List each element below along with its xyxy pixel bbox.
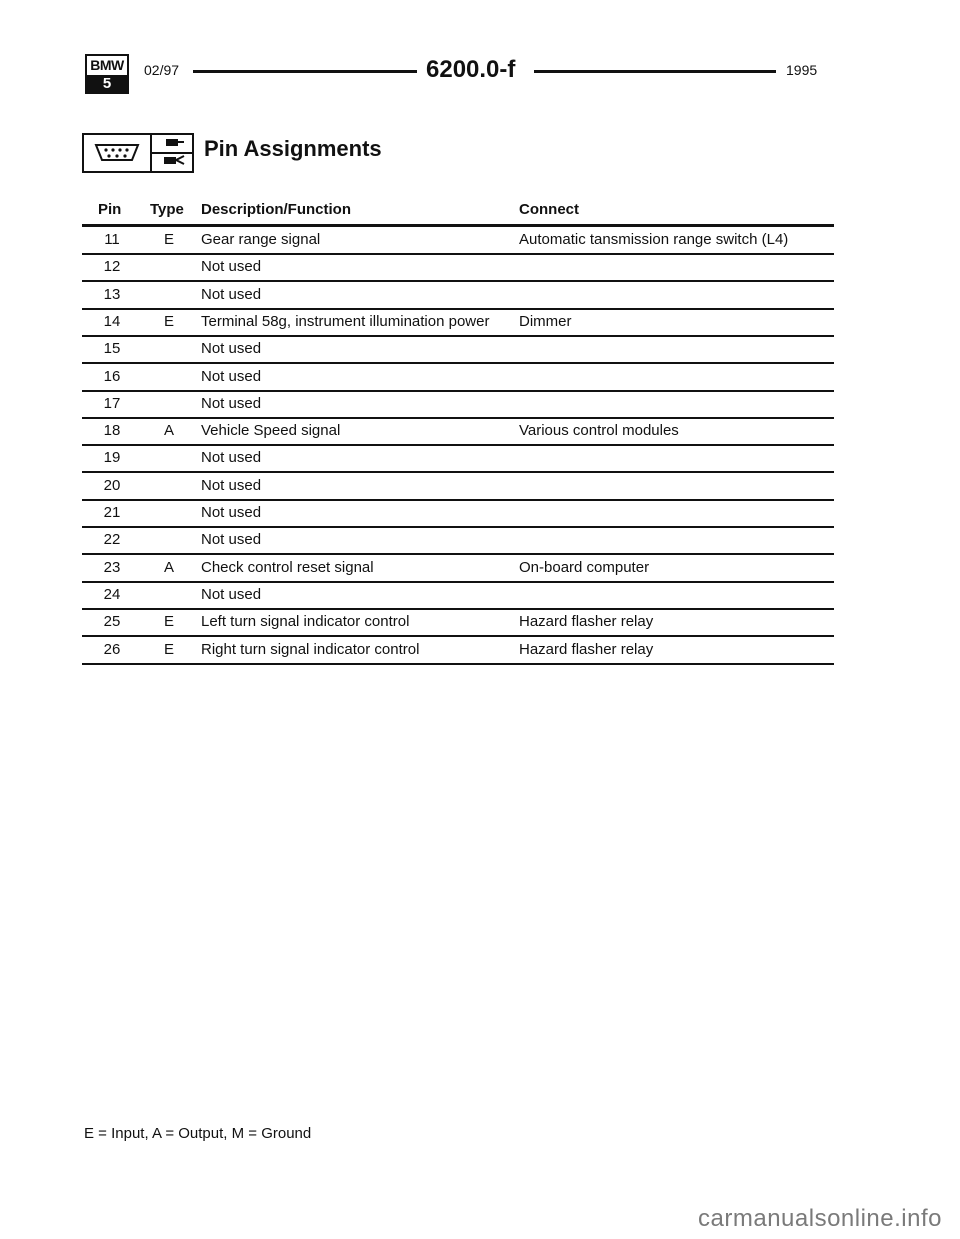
- logo-brand-text: BMW: [90, 57, 124, 73]
- table-row: [82, 337, 834, 364]
- pin-cell: 26: [103, 640, 121, 658]
- header-year: 1995: [786, 62, 818, 78]
- table-row: [82, 419, 834, 446]
- watermark: carmanualsonline.info: [698, 1205, 942, 1232]
- pin-cell: 23: [103, 558, 121, 576]
- pin-cell: 18: [103, 422, 121, 440]
- table-row: [82, 283, 834, 310]
- column-header-type: Type: [150, 201, 184, 218]
- pin-cell: 24: [103, 585, 121, 603]
- description-cell: Not used: [201, 531, 262, 549]
- connect-cell: Automatic tansmission range switch (L4): [519, 231, 789, 248]
- pin-cell: 20: [103, 476, 121, 494]
- pin-cell: 19: [103, 449, 121, 467]
- document-code: 6200.0-f: [426, 56, 516, 83]
- connector-pin-icon: [82, 133, 194, 173]
- pin-cell: 12: [103, 258, 121, 276]
- connect-cell: Hazard flasher relay: [519, 613, 654, 631]
- header-rule-right: [534, 70, 776, 73]
- pin-cell: 11: [104, 231, 120, 248]
- type-cell: E: [163, 613, 174, 631]
- table-row: [82, 474, 834, 501]
- table-row: [82, 583, 834, 610]
- table-row: [82, 228, 834, 255]
- pin-cell: 16: [103, 367, 121, 385]
- pin-cell: 14: [103, 312, 121, 330]
- row-rule: [82, 663, 834, 665]
- description-cell: Check control reset signal: [201, 558, 374, 576]
- description-cell: Not used: [201, 476, 262, 494]
- description-cell: Vehicle Speed signal: [201, 422, 341, 440]
- description-cell: Not used: [201, 367, 262, 385]
- table-row: [82, 446, 834, 473]
- header-date: 02/97: [144, 62, 180, 78]
- column-header-description: Description/Function: [201, 201, 351, 218]
- table-row: [82, 392, 834, 419]
- description-cell: Not used: [201, 285, 262, 303]
- plug-socket-icon: [152, 135, 192, 171]
- pin-cell: 25: [103, 613, 121, 631]
- description-cell: Not used: [201, 258, 262, 276]
- table-header-rule: [82, 224, 834, 227]
- connect-cell: On-board computer: [519, 558, 650, 576]
- description-cell: Not used: [201, 394, 262, 412]
- table-row: [82, 610, 834, 637]
- description-cell: Left turn signal indicator control: [201, 613, 410, 631]
- type-cell: E: [163, 312, 174, 330]
- bmw-5-series-logo: [85, 54, 129, 94]
- description-cell: Not used: [201, 449, 262, 467]
- description-cell: Terminal 58g, instrument illumination power: [201, 312, 490, 330]
- description-cell: Not used: [201, 585, 262, 603]
- type-legend: E = Input, A = Output, M = Ground: [84, 1125, 312, 1142]
- column-header-pin: Pin: [98, 201, 122, 218]
- type-cell: E: [163, 640, 174, 658]
- column-header-connect: Connect: [519, 201, 579, 218]
- description-cell: Gear range signal: [201, 231, 321, 248]
- table-row: [82, 556, 834, 583]
- table-row: [82, 255, 834, 282]
- logo-series-text: 5: [87, 75, 127, 92]
- table-row: [82, 638, 834, 665]
- pin-cell: 21: [103, 504, 121, 521]
- pin-cell: 13: [103, 285, 121, 303]
- connect-cell: Dimmer: [519, 312, 572, 330]
- description-cell: Not used: [201, 340, 262, 358]
- pin-cell: 15: [103, 340, 121, 358]
- section-title: Pin Assignments: [204, 136, 382, 161]
- pin-cell: 22: [103, 531, 121, 549]
- table-row: [82, 310, 834, 337]
- connect-cell: Various control modules: [519, 422, 679, 440]
- type-cell: E: [163, 231, 174, 248]
- header-rule-left: [193, 70, 417, 73]
- connector-icon: [84, 135, 150, 171]
- table-row: [82, 528, 834, 555]
- type-cell: A: [163, 558, 174, 576]
- description-cell: Right turn signal indicator control: [201, 640, 420, 658]
- table-row: [82, 501, 834, 528]
- pin-cell: 17: [103, 394, 121, 412]
- table-row: [82, 365, 834, 392]
- connect-cell: Hazard flasher relay: [519, 640, 654, 658]
- description-cell: Not used: [201, 504, 262, 521]
- type-cell: A: [163, 422, 174, 440]
